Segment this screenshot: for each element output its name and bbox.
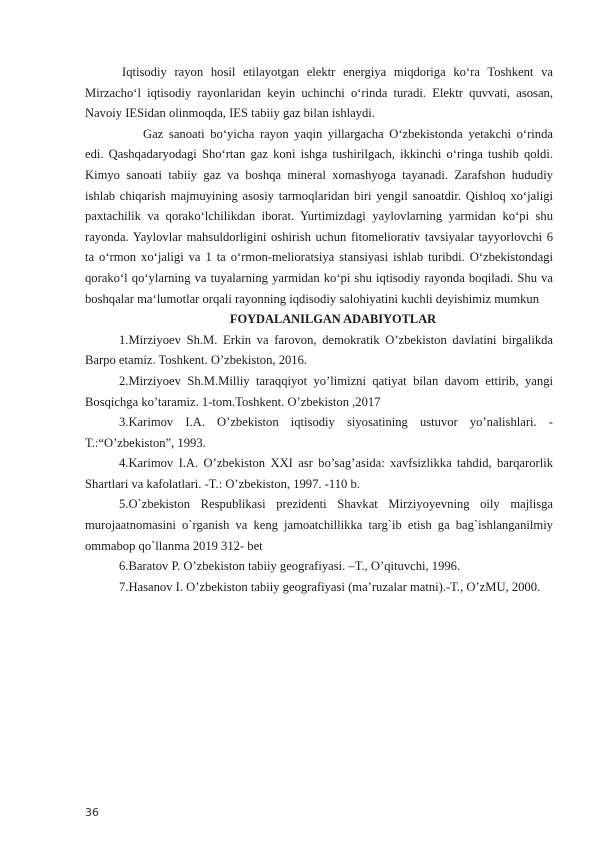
- body-paragraph-1: Iqtisodiy rayon hosil etilayotgan elektr energiya miqdoriga ko‘ra Toshkent va Mirzacho‘l iqtisodiy rayonlaridan keyin uchinchi o‘rinda turadi. Elektr quvvati, asosan, Navoiy IESidan olinmoqda, IES tabiiy gaz bilan ishlaydi.: [85, 65, 553, 121]
- reference-item-7: 7.Hasanov I. O’zbekiston tabiiy geografiyasi (ma’ruzalar matni).-T., O’zMU, 2000.: [119, 579, 541, 594]
- reference-item-3: 3.Karimov I.A. O’zbekiston iqtisodiy siyosatining ustuvor yo’nalishlari. - T.:“O’zbekiston”, 1993.: [85, 415, 553, 450]
- reference-item-1: 1.Mirziyoev Sh.M. Erkin va farovon, demokratik O’zbekiston davlatini birgalikda Barpo etamiz. Toshkent. O’zbekiston, 2016.: [85, 332, 553, 368]
- reference-item-5: 5.O`zbekiston Respublikasi prezidenti Shavkat Mirziyoyevning oily majlisga murojaatnomasini o`rganish va keng jamoatchillikka targ`ib etish ga bag`ishlanganilmiy ommabop qo`llanma 2019 312- bet: [85, 497, 553, 553]
- references-heading: FOYDALANILGAN ADABIYOTLAR: [229, 312, 437, 327]
- page-content: [85, 62, 553, 597]
- page-number: 36: [85, 806, 99, 819]
- reference-item-6: 6.Baratov P. O’zbekiston tabiiy geografiyasi. –T., O’qituvchi, 1996.: [119, 559, 461, 574]
- reference-item-2: 2.Mirziyoev Sh.M.Milliy taraqqiyot yo’limizni qatiyat bilan davom ettirib, yangi Bosqichga ko’taramiz. 1-tom.Toshkent. O’zbekiston ,2017: [85, 373, 553, 409]
- body-paragraph-2: Gaz sanoati bo‘yicha rayon yaqin yillargacha O‘zbekistonda yetakchi o‘rinda edi. Qashqadaryodagi Sho‘rtan gaz koni ishga tushirilgach, ikkinchi o‘ringa tushib qoldi. Kimyo sanoati tabiiy gaz va boshqa mineral xomashyoga tayanadi. Zarafshon hududiy ishlab chiqarish majmuyining asosiy tarmoqlaridan biri yengil sanoatdir. Qishloq xo‘jaligi paxtachilik va qorako‘lchilikdan iborat. Yurtimizdagi yaylovlarning yarmidan ko‘pi shu rayonda. Yaylovlar mahsuldorligini oshirish uchun fitomeliorativ tavsiyalar tayyorlovchi 6 ta o‘rmon xo‘jaligi va 1 ta o‘rmon-melioratsiya stansiyasi ishlab turibdi. O‘zbekistondagi qorako‘l qo‘ylarning va tuyalarning yarmidan ko‘pi shu iqtisodiy rayonda boqiladi. Shu va boshqalar ma‘lumotlar orqali rayonning iqdisodiy salohiyatini kuchli deyishimiz mumkun: [85, 126, 553, 306]
- reference-item-4: 4.Karimov I.A. O’zbekiston XXI asr bo’sag’asida: xavfsizlikka tahdid, barqarorlik Shartlari va kafolatlari. -T.: O’zbekiston, 1997. -110 b.: [85, 456, 553, 491]
